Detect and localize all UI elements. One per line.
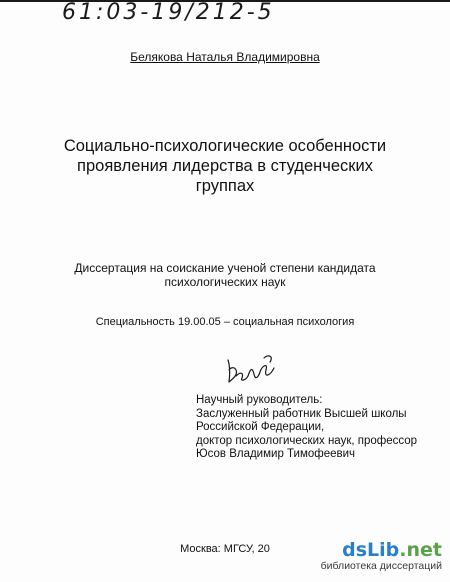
supervisor-line-2: Российской Федерации, — [196, 421, 325, 434]
title-line-2: проявления лидерства в студенческих — [77, 157, 373, 175]
city-publisher-year: Москва: МГСУ, 20 — [180, 543, 270, 555]
watermark-caption: библиотека диссертаций — [320, 560, 442, 572]
subtitle-line-2: психологических наук — [164, 275, 286, 289]
scientific-supervisor-block — [196, 394, 436, 462]
logo-tld: .net — [399, 539, 442, 561]
supervisor-line-1: Заслуженный работник Высшей школы — [196, 407, 407, 420]
title-line-3: группах — [195, 177, 255, 195]
title-line-1: Социально-психологические особенности — [63, 137, 387, 155]
archive-number-handwritten: 61:03-19/212-5 — [62, 0, 275, 25]
supervisor-name: Юсов Владимир Тимофеевич — [196, 448, 356, 461]
specialty-line: Специальность 19.00.05 – социальная психология — [95, 316, 355, 328]
subtitle-line-1: Диссертация на соискание ученой степени кандидата — [74, 261, 376, 275]
dslib-watermark — [321, 540, 442, 572]
degree-subtitle — [60, 261, 390, 289]
logo-brand: dsLib — [342, 539, 400, 561]
supervisor-line-3: доктор психологических наук, профессор — [196, 434, 418, 447]
handwritten-signature — [224, 352, 284, 388]
supervisor-heading: Научный руководитель: — [196, 394, 323, 406]
author-name: Белякова Наталья Владимировна — [130, 50, 320, 64]
dslib-logo — [321, 540, 442, 560]
dissertation-title — [60, 136, 390, 196]
